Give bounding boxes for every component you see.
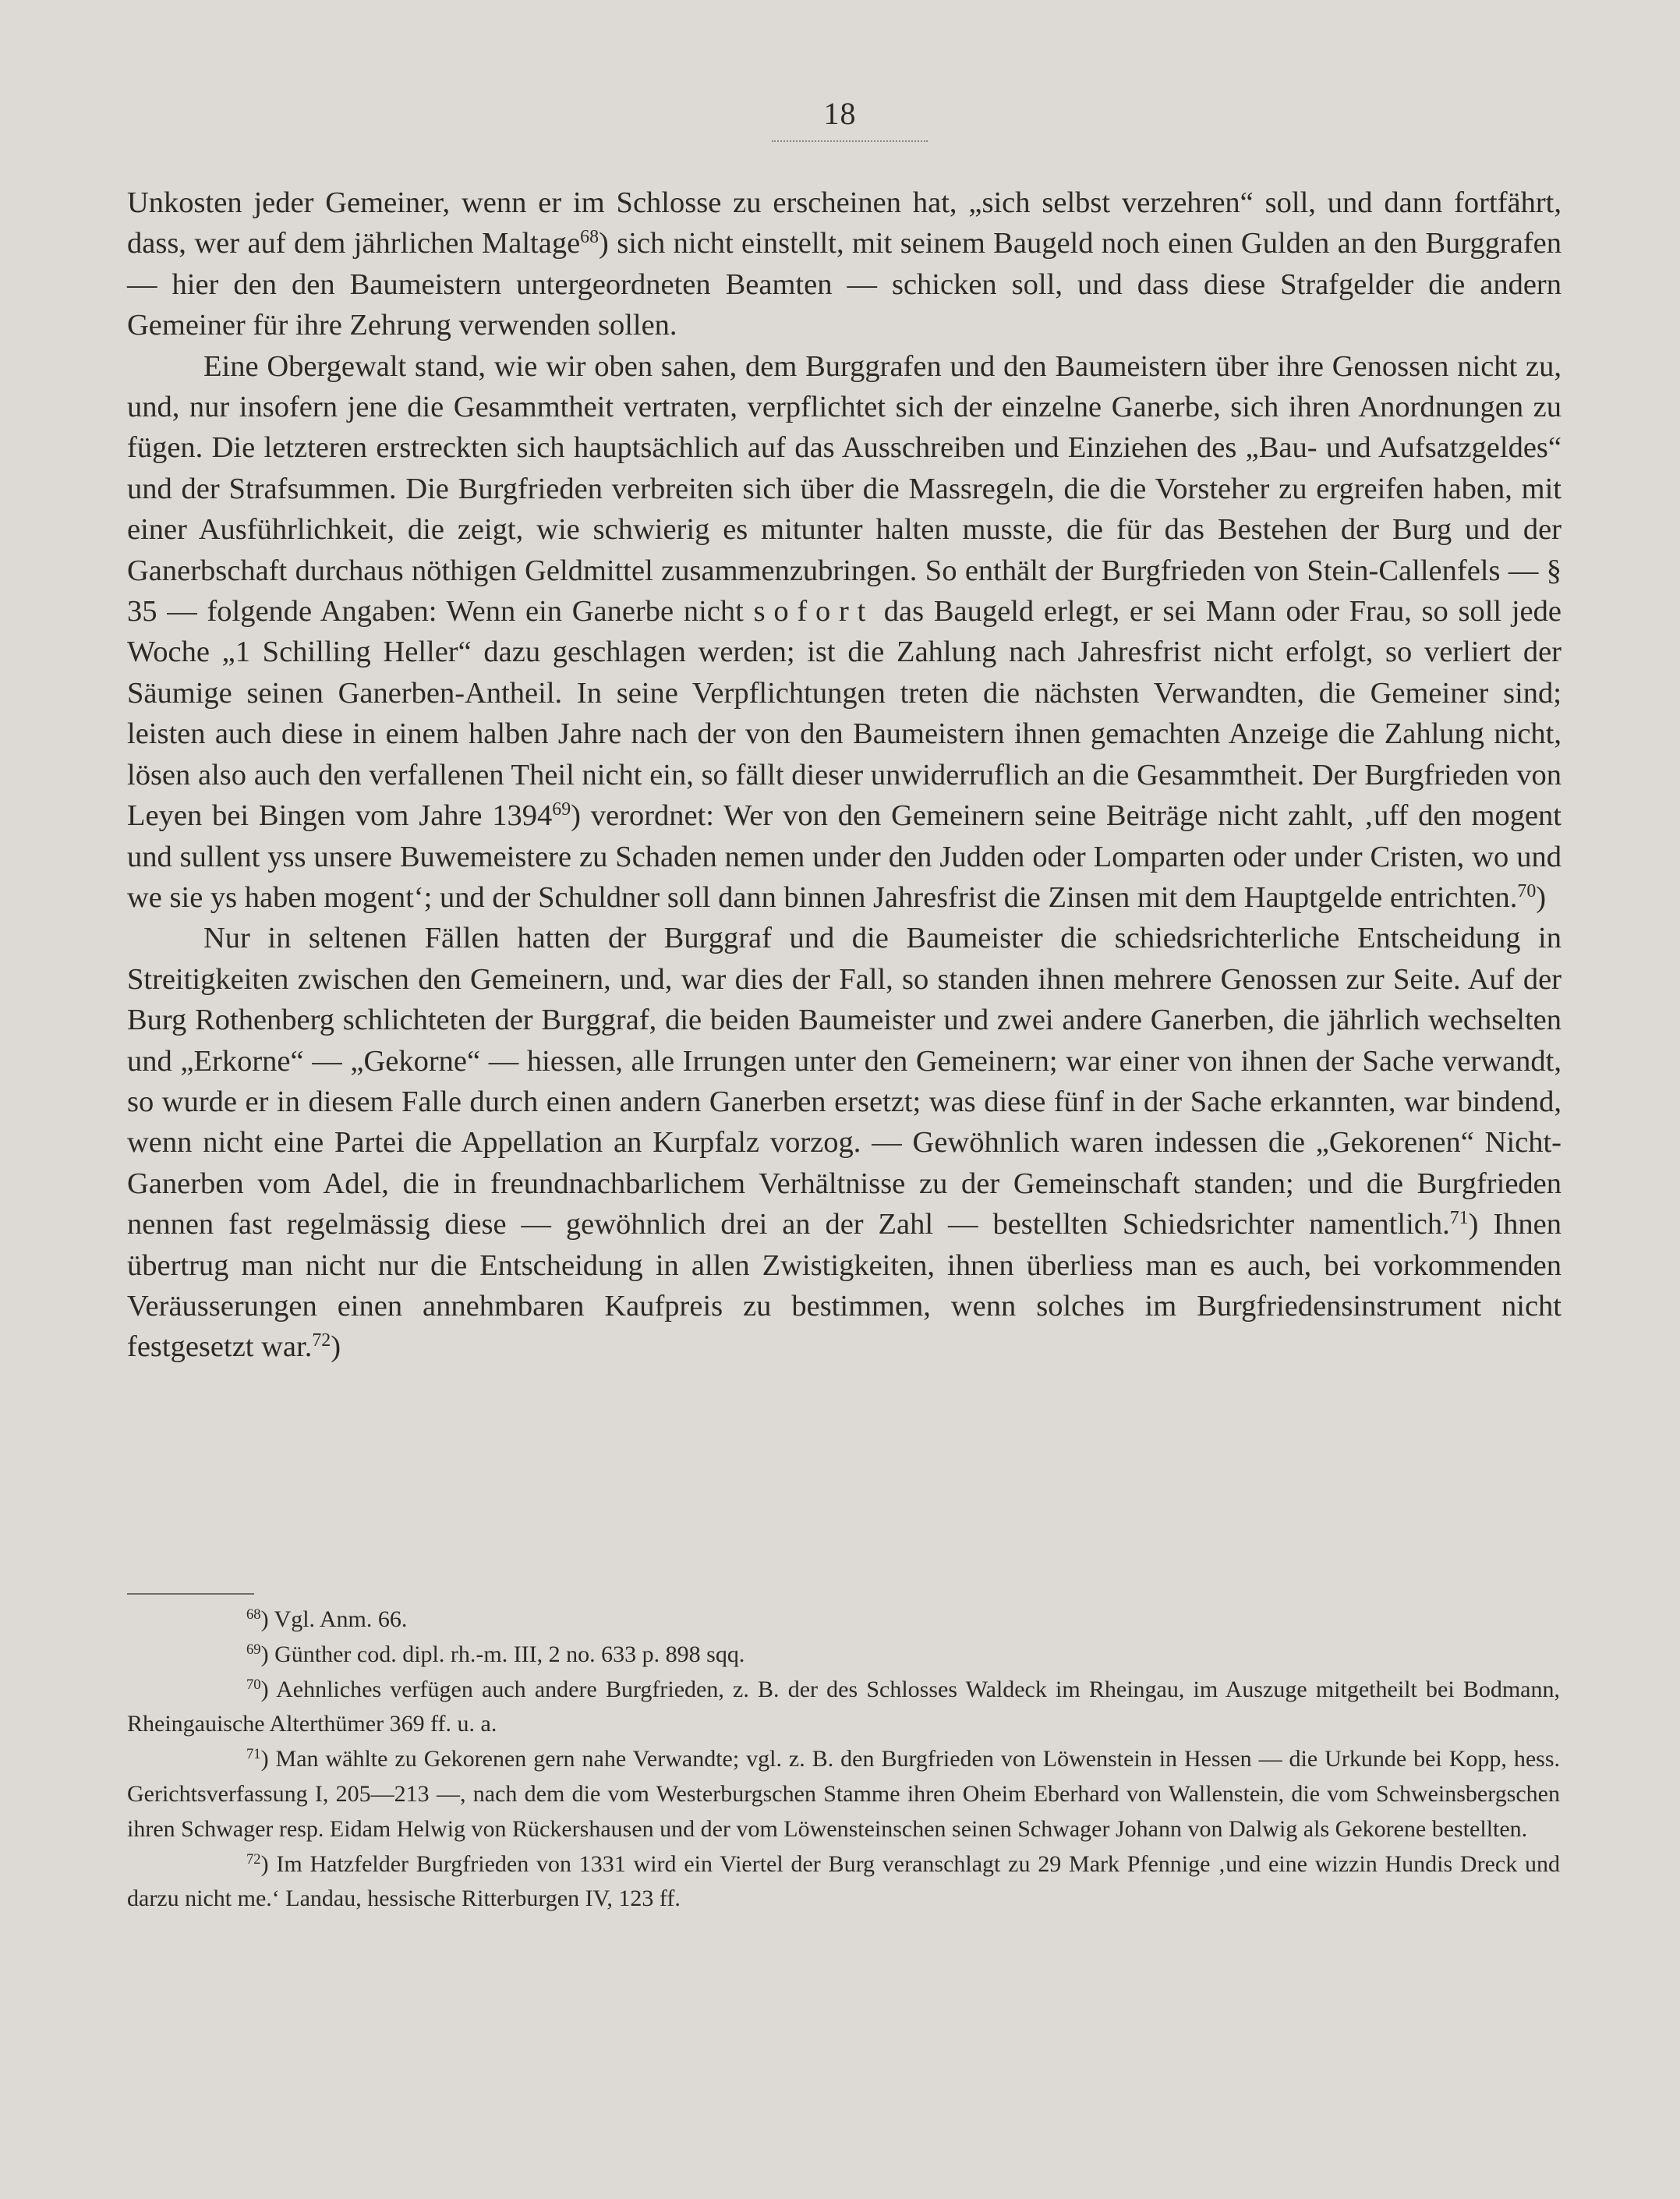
footnotes [127,1602,1560,1917]
page-number: 18 [823,96,857,131]
emphasis-spaced: sofort [753,595,875,629]
footnote-72: $^{72}$) Im Hatzfelder Burgfrieden von 1331 wird ein Viertel der Burg veranschlagt zu 29 Mark Pfennige ‚und eine wizzin Hundis Dreck und darzu nicht me.‘ Landau, hessische Ritterburgen IV, 123 ff. [127,1850,1560,1912]
footnote-69: $^{69}$) Günther cod. dipl. rh.-m. III, 2 no. 633 p. 898 sqq. [246,1641,745,1667]
paragraph-1: Unkosten jeder Gemeiner, wenn er im Schlosse zu erscheinen hat, „sich selbst verzehren“ soll, und dann fortfährt, dass, wer auf dem jährlichen Maltage$^{68}$) sich nicht einstellt, mit seinem Baugeld noch einen Gulden an den Burggrafen — hier den den Baumeistern untergeordneten Beamten — schicken soll, und dass diese Strafgelder die andern Gemeiner für ihre Zehrung verwenden sollen. [127,186,1562,342]
paragraph-3: Nur in seltenen Fällen hatten der Burggraf und die Baumeister die schiedsrichterliche Entscheidung in Streitigkeiten zwischen den Gemeinern, und, war dies der Fall, so standen ihnen mehrere Genossen zur Seite. Auf der Burg Rothenberg schlichteten der Burggraf, die beiden Baumeister und zwei andere Ganerben, die jährlich wechselten und „Erkorne“ — „Gekorne“ — hiessen, alle Irrungen unter den Gemeinern; war einer von ihnen der Sache verwandt, so wurde er in diesem Falle durch einen andern Ganerben ersetzt; was diese fünf in der Sache erkannten, war bindend, wenn nicht eine Partei die Appellation an Kurpfalz vorzog. — Gewöhnlich waren indessen die „Gekorenen“ Nicht-Ganerben vom Adel, die in freundnachbarlichem Verhältnisse zu der Gemeinschaft standen; und die Burgfrieden nennen fast regelmässig diese — gewöhnlich drei an der Zahl — bestellten Schiedsrichter namentlich.$^{71}$) Ihnen übertrug man nicht nur die Entscheidung in allen Zwistigkeiten, ihnen überliess man es auch, bei vorkommenden Veräusserungen einen annehmbaren Kaufpreis zu bestimmen, wenn solches im Burgfriedensinstrument nicht festgesetzt war.$^{72}$) [127,922,1562,1364]
footnote-ref-70: 70 [1517,880,1537,901]
footnote-71: $^{71}$) Man wählte zu Gekorenen gern nahe Verwandte; vgl. z. B. den Burgfrieden von Löwenstein in Hessen — die Urkunde bei Kopp, hess. Gerichtsverfassung I, 205—213 —, nach dem die vom Westerburgschen Stamme ihren Oheim Eberhard von Wallenstein, die vom Schweinsbergschen ihren Schwager resp. Eidam Helwig von Rückershausen und der vom Löwensteinschen seinen Schwager Johann von Dalwig als Gekorene bestellten. [127,1745,1560,1842]
footnote-divider [127,1593,254,1595]
footnote-68: $^{68}$) Vgl. Anm. 66. [246,1606,408,1632]
page-number-ornament [772,140,928,142]
footnote-ref-68: 68 [580,227,599,248]
footnote-70: $^{70}$) Aehnliches verfügen auch andere Burgfrieden, z. B. der des Schlosses Waldeck im Rheingau, im Auszuge mitgetheilt bei Bodmann, Rheingauische Alterthümer 369 ff. u. a. [127,1676,1560,1737]
footnote-ref-71: 71 [1449,1208,1469,1229]
main-text [127,182,1562,1368]
footnote-ref-69: 69 [552,799,571,820]
paragraph-2: Eine Obergewalt stand, wie wir oben sahen, dem Burggrafen und den Baumeistern über ihre Genossen nicht zu, und, nur insofern jene die Gesammtheit vertraten, verpflichtet sich der einzelne Ganerbe, sich ihren Anordnungen zu fügen. Die letzteren erstreckten sich hauptsächlich auf das Ausschreiben und Einziehen des „Bau- und Aufsatzgeldes“ und der Strafsummen. Die Burgfrieden verbreiten sich über die Massregeln, die die Vorsteher zu ergreifen haben, mit einer Ausführlichkeit, die zeigt, wie schwierig es mitunter halten musste, die für das Bestehen der Burg und der Ganerbschaft durchaus nöthigen Geldmittel zusammenzubringen. So enthält der Burgfrieden von Stein-Callenfels — § 35 — folgende Angaben: Wenn ein Ganerbe nicht sofort das Baugeld erlegt, er sei Mann oder Frau, so soll jede Woche „1 Schilling Heller“ dazu geschlagen werden; ist die Zahlung nach Jahresfrist nicht erfolgt, so verliert der Säumige seinen Ganerben-Antheil. In seine Verpflichtungen treten die nächsten Verwandten, die Gemeiner sind; leisten auch diese in einem halben Jahre nach der von den Baumeistern ihnen gemachten Anzeige die Zahlung nicht, lösen also auch den verfallenen Theil nicht ein, so fällt dieser unwiderruflich an die Gesammtheit. Der Burgfrieden von Leyen bei Bingen vom Jahre 1394$^{69}$) verordnet: Wer von den Gemeinern seine Beiträge nicht zahlt, ‚uff den mogent und sullent yss unsere Buwemeistere zu Schaden nemen under den Judden oder Lomparten oder under Cristen, wo und we sie ys haben mogent‘; und der Schuldner soll dann binnen Jahresfrist die Zinsen mit dem Hauptgelde entrichten.$^{70}$) [127,349,1562,914]
footnote-ref-72: 72 [312,1330,331,1351]
